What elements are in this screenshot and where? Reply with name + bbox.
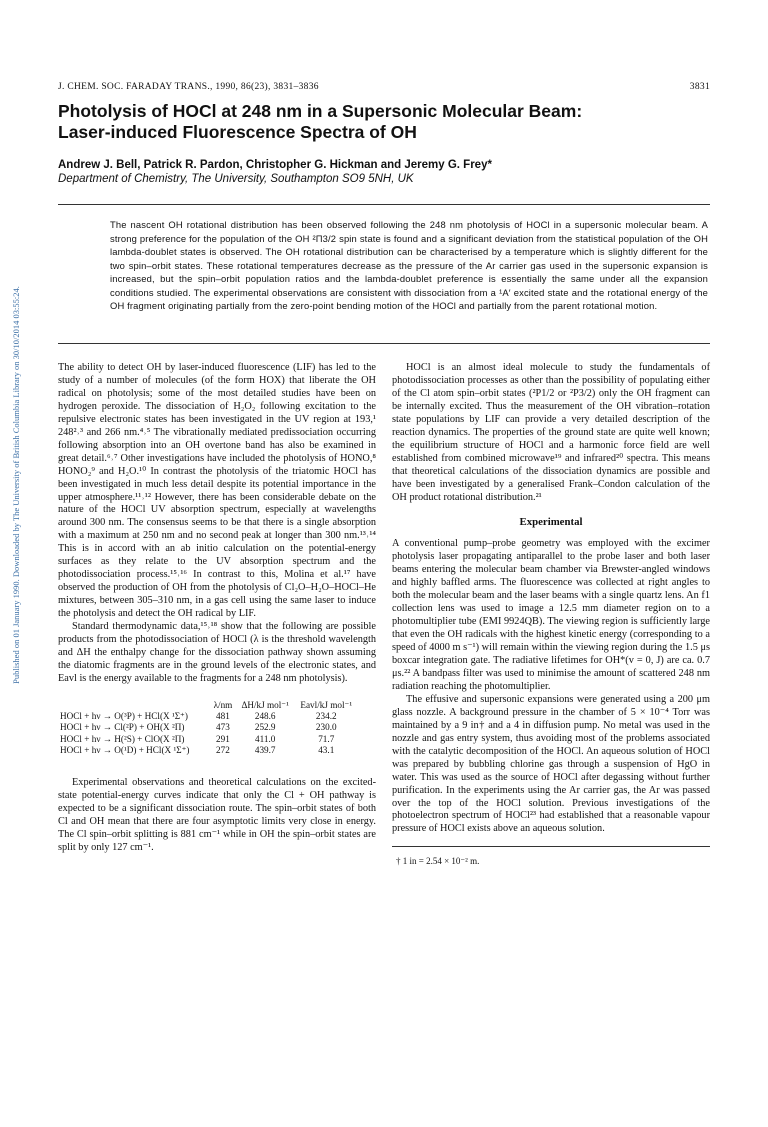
intro-paragraph-3: Experimental observations and theoretical calculations on the excited-state potential-energy curves indicate that only the Cl + OH pathway is expected to be a significant dissociation route. The spin–orbit states of both Cl and OH mean that there are four asymptotic limits very close in energy. The Cl spin–orbit splitting is 881 cm⁻¹ while in OH the spin–orbit states are split by only 127 cm⁻¹. (58, 776, 376, 853)
journal-citation: J. CHEM. SOC. FARADAY TRANS., 1990, 86(23), 3831–3836 (58, 82, 319, 92)
table-cell: 248.6 (254, 710, 276, 721)
reaction-cell: HOCl + hν → O(³P) + HCl(X ¹Σ⁺) (60, 710, 188, 721)
intro-paragraph-4: HOCl is an almost ideal molecule to study the fundamentals of photodissociation processes as other than the possibility of populating either of the Cl atom spin–orbit states (²P1/2 or ²P3/2) only the OH fragment can be internally excited. Thus the measurement of the OH vibration–rotation state populations by LIF can provide a very detailed description of the reaction dynamics. The properties of the ground state are quite well known; the equilibrium structure of HOCl and a harmonic force field are well established from combined microwave¹⁹ and infrared²⁰ spectra. This means that theoretical calculations of the dissociation dynamics are possible and have been investigated by a generalised Frank–Condon calculation of the OH product rotational distribution.²¹ (392, 362, 710, 503)
footnote: † 1 in = 2.54 × 10⁻² m. (396, 856, 480, 867)
table-cell: 473 (216, 722, 230, 733)
table-cell: 230.0 (315, 722, 337, 733)
table-cell: 411.0 (255, 733, 276, 744)
article-title (58, 101, 718, 143)
page-number: 3831 (689, 82, 710, 92)
table-cell: 481 (216, 710, 230, 721)
table-row (58, 745, 358, 757)
table-cell: 272 (216, 745, 230, 756)
experimental-paragraph-1: A conventional pump–probe geometry was employed with the excimer photolysis laser propagating antiparallel to the probe laser and both laser beams entering the molecular beam chamber via Brewster-angled windows and highly baffled arms. The fluorescence was collected at right angles to both the molecular beam and the laser beams with a single quartz lens. An f1 collection lens was used to image a 12.5 mm diameter region on to a photomultiplier tube (EMI 9924QB). The viewing region is sufficiently large that even the OH radicals with the highest kinetic energy (corresponding to a speed of 4000 m s⁻¹) will remain within the viewing region during the 1.5 μs boxcar integration gate. The radiative lifetimes for OH*(v = 0, J) are ca. 0.7 μs.²² A bandpass filter was used to minimise the amount of scattered 248 nm radiation reaching the photomultiplier. (392, 538, 710, 692)
table-cell: 439.7 (254, 745, 276, 756)
title-line-1: Photolysis of HOCl at 248 nm in a Supersonic Molecular Beam: (58, 101, 583, 121)
title-line-2: Laser-induced Fluorescence Spectra of OH (58, 122, 417, 142)
table-row (58, 734, 358, 746)
table-cell: 234.2 (315, 710, 337, 721)
reaction-cell: HOCl + hν → O(¹D) + HCl(X ¹Σ⁺) (60, 745, 190, 756)
abstract-top-rule (58, 204, 710, 205)
table-header-cell: ΔH/kJ mol⁻¹ (241, 699, 289, 710)
reaction-cell: HOCl + hν → Cl(²P) + OH(X ²Π) (60, 722, 185, 733)
abstract: The nascent OH rotational distribution has been observed following the 248 nm photolysis of HOCl in a supersonic molecular beam. A strong preference for the population of the OH ²Π3/2 spin state is found and a significant deviation from the statistical population of the OH lambda-doublet states is observed. The OH rotational distribution can be characterised by a temperature which is slightly different for the two spin–orbit states. These rotational temperatures decrease as the pressure of the Ar carrier gas used in the supersonic expansion is increased, but the spin–orbit population ratios and the lambda-doublet preference is essentially the same under all the expansion conditions studied. The experimental observations are consistent with dissociation from a ¹A′ excited state and the rotational energy of the OH fragment originating partially from the zero-point bending motion of the HOCl and partially from the parent rotational motion. (110, 219, 708, 311)
reaction-table (58, 700, 358, 757)
right-column (392, 362, 710, 868)
author-list: Andrew J. Bell, Patrick R. Pardon, Christopher G. Hickman and Jeremy G. Frey* (58, 159, 492, 171)
table-cell: 291 (216, 733, 230, 744)
experimental-paragraph-2: The effusive and supersonic expansions were generated using a 200 μm glass nozzle. A background pressure in the chamber of 5 × 10⁻⁴ Torr was maintained by a 9 in† and a 4 in diffusion pump. No metal was used in the nozzle and gas entry system, thus avoiding most of the problems associated with the catalytic decomposition of the HOCl. An aqueous solution of HOCl was prepared by bubbling chlorine gas through a suspension of HgO in water. This was used as the source of HOCl after degassing without further purification. In the experiments using the Ar carrier gas, the Ar was passed over the top of the HOCl solution. Previous investigations of the photoelectron spectrum of HOCl²³ had established that a reasonable vapour pressure of HOCl exists above an aqueous solution. (392, 693, 710, 835)
intro-paragraph-2: Standard thermodynamic data,¹⁵˒¹⁸ show that the following are possible products from the photodissociation of HOCl (λ is the threshold wavelength and ΔH the enthalpy change for the dissociation pathway shown assuming the diatomic fragments are in the ground levels of the electronic states, and Eavl is the energy available to the fragments for a 248 nm photolysis). (58, 621, 376, 684)
affiliation: Department of Chemistry, The University, Southampton SO9 5NH, UK (58, 173, 414, 185)
footnote-rule (392, 846, 710, 847)
table-header-row (58, 700, 358, 711)
left-column (58, 362, 376, 855)
table-row (58, 722, 358, 734)
section-heading-experimental: Experimental (519, 516, 583, 529)
table-header-cell: Eavl/kJ mol⁻¹ (300, 699, 353, 710)
reaction-cell: HOCl + hν → H(²S) + ClO(X ²Π) (60, 733, 185, 744)
table-cell: 252.9 (254, 722, 276, 733)
table-header-cell (58, 700, 210, 711)
table-row (58, 711, 358, 723)
intro-paragraph-1: The ability to detect OH by laser-induced fluorescence (LIF) has led to the study of a number of molecules (of the form HOX) that liberate the OH radical on photolysis; some of the most detailed studies have been on hydrogen peroxide. The dissociation of H₂O₂ following excitation to the repulsive electronic states has been investigated in the UV region at 193,¹ 248²˒³ and 266 nm.⁴˒⁵ The vibrationally mediated predissociation occurring following absorption into an OH overtone band has also be examined in great detail.⁶˒⁷ Other investigations have included the photolysis of HONO,⁸ HONO₂⁹ and H₂O.¹⁰ In contrast the photolysis of the triatomic HOCl has been investigated in much less detail despite its potential importance in the upper atmosphere.¹¹˒¹² However, there has been considerable debate on the nature of the HOCl UV absorption spectrum, especially at wavelengths around 300 nm. The consensus seems to be that there is a single absorption with a maximum at 250 nm and no second peak at longer than 300 nm.¹³˒¹⁴ This is in accord with an ab initio calculation on the potential-energy surfaces as they relate to the UV absorption spectrum and the photodissociation process.¹⁵˒¹⁶ In contrast to this, Molina et al.¹⁷ have observed the production of OH from the photolysis of Cl₂O–H₂O–HOCl–He mixtures, between 305–310 nm, in a gas cell using the same laser to induce the photolysis and detect the OH radical by LIF. (58, 362, 376, 620)
table-header-cell: λ/nm (213, 699, 233, 710)
table-cell: 71.7 (318, 733, 335, 744)
table-cell: 43.1 (318, 745, 335, 756)
abstract-bottom-rule (58, 343, 710, 344)
download-stamp: Published on 01 January 1990. Downloaded by The University of British Columbia Library on 30/10/2014 03:55:24. (11, 286, 21, 684)
